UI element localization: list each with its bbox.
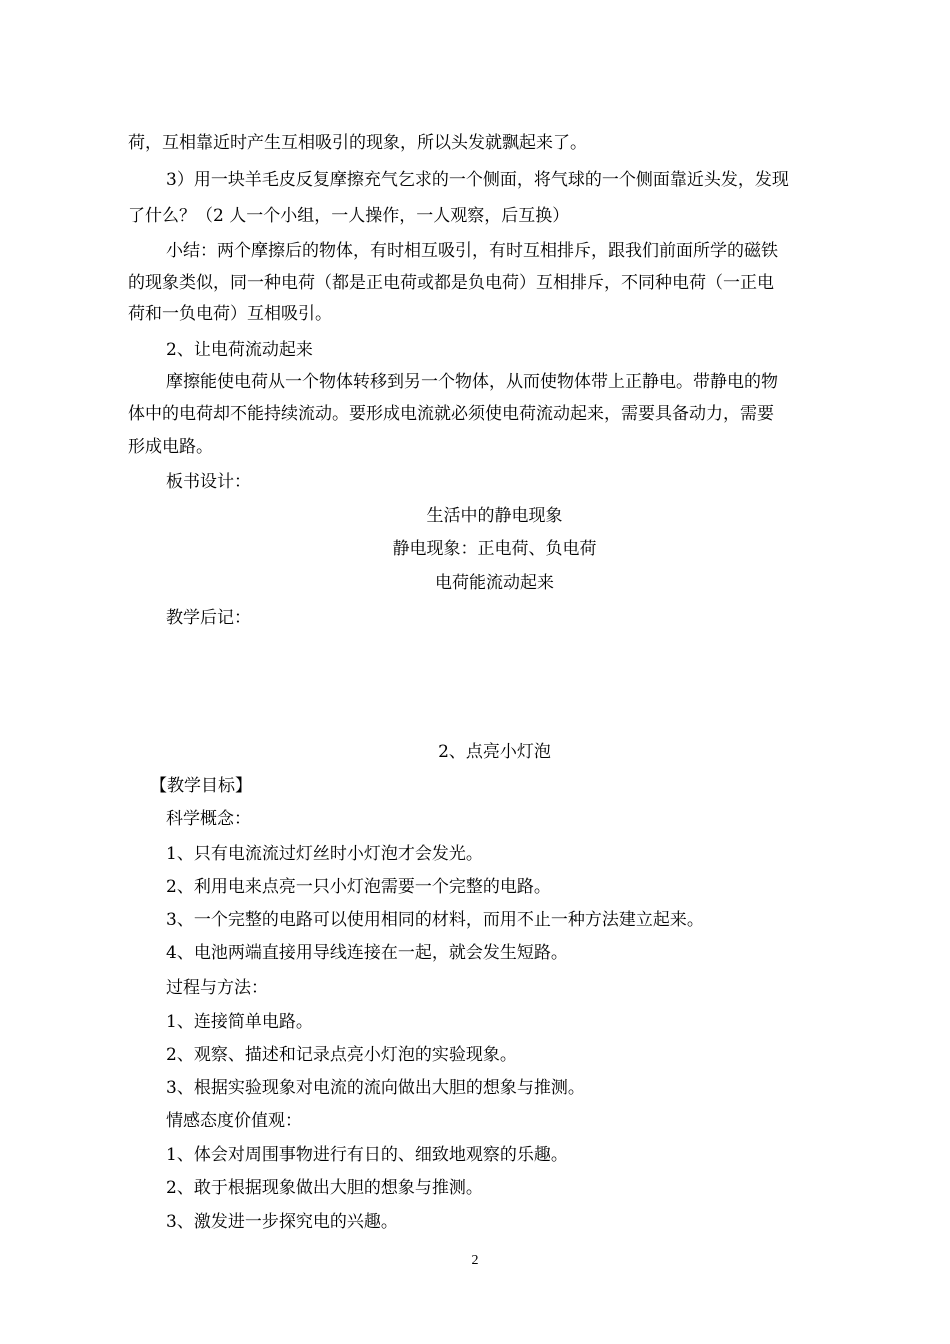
board-design-line: 电荷能流动起来 — [435, 573, 554, 593]
paragraph-line: 摩擦能使电荷从一个物体转移到另一个物体，从而使物体带上正静电。带静电的物 — [166, 372, 778, 392]
subsection-label: 科学概念： — [166, 809, 251, 829]
paragraph-line: 的现象类似，同一种电荷（都是正电荷或都是负电荷）互相排斥，不同种电荷（一正电 — [128, 273, 774, 293]
list-item: 1、连接简单电路。 — [166, 1012, 313, 1032]
paragraph-line: 荷和一负电荷）互相吸引。 — [128, 304, 332, 324]
subsection-label: 情感态度价值观： — [166, 1111, 302, 1131]
section-label: 教学后记： — [166, 608, 251, 628]
list-item: 2、敢于根据现象做出大胆的想象与推测。 — [166, 1178, 483, 1198]
paragraph-line: 荷，互相靠近时产生互相吸引的现象，所以头发就飘起来了。 — [128, 133, 587, 153]
section-heading: 2、让电荷流动起来 — [166, 340, 313, 360]
list-item: 2、观察、描述和记录点亮小灯泡的实验现象。 — [166, 1045, 517, 1065]
list-item: 2、利用电来点亮一只小灯泡需要一个完整的电路。 — [166, 877, 551, 897]
section-heading: 【教学目标】 — [150, 776, 252, 796]
lesson-title: 2、点亮小灯泡 — [438, 742, 551, 762]
paragraph-line: 形成电路。 — [128, 437, 213, 457]
subsection-label: 过程与方法： — [166, 978, 268, 998]
page-number: 2 — [471, 1253, 479, 1268]
section-label: 板书设计： — [166, 472, 251, 492]
board-design-line: 静电现象：正电荷、负电荷 — [392, 539, 597, 559]
paragraph-line: 体中的电荷却不能持续流动。要形成电流就必须使电荷流动起来，需要具备动力，需要 — [128, 404, 774, 424]
list-item: 1、只有电流流过灯丝时小灯泡才会发光。 — [166, 844, 483, 864]
board-design-line: 生活中的静电现象 — [426, 506, 563, 526]
paragraph-line: 3）用一块羊毛皮反复摩擦充气乞求的一个侧面，将气球的一个侧面靠近头发，发现 — [166, 170, 789, 190]
list-item: 3、根据实验现象对电流的流向做出大胆的想象与推测。 — [166, 1078, 585, 1098]
list-item: 3、一个完整的电路可以使用相同的材料，而用不止一种方法建立起来。 — [166, 910, 704, 930]
list-item: 4、电池两端直接用导线连接在一起，就会发生短路。 — [166, 943, 568, 963]
list-item: 1、体会对周围事物进行有日的、细致地观察的乐趣。 — [166, 1145, 568, 1165]
paragraph-line: 了什么？（2 人一个小组，一人操作，一人观察，后互换） — [128, 206, 570, 226]
paragraph-line: 小结：两个摩擦后的物体，有时相互吸引，有时互相排斥，跟我们前面所学的磁铁 — [166, 241, 778, 261]
list-item: 3、激发进一步探究电的兴趣。 — [166, 1212, 398, 1232]
